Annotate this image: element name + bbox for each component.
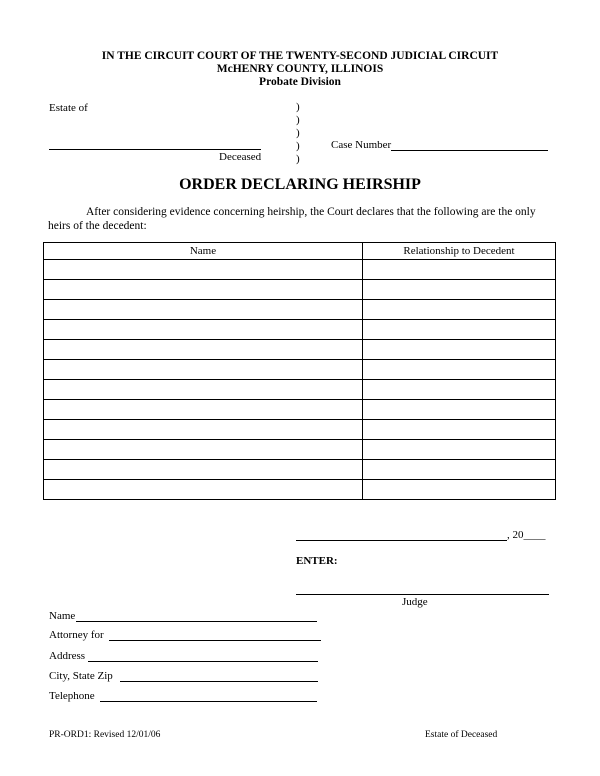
case-number-label: Case Number [331,139,392,151]
column-header-relationship: Relationship to Decedent [363,243,556,260]
heir-relationship-cell[interactable] [363,260,556,280]
heir-relationship-cell[interactable] [363,480,556,500]
heir-name-cell[interactable] [44,300,363,320]
caption-paren: ) [296,153,300,165]
heir-relationship-cell[interactable] [363,440,556,460]
footer-right-label: Estate of Deceased [425,730,498,740]
caption-paren: ) [296,140,300,152]
division-name: Probate Division [259,76,341,88]
attorney-name-line[interactable] [76,621,317,622]
heir-name-cell[interactable] [44,360,363,380]
caption-paren: ) [296,127,300,139]
table-row [44,420,556,440]
column-header-name: Name [44,243,363,260]
heir-relationship-cell[interactable] [363,380,556,400]
estate-name-line[interactable] [49,149,261,150]
table-row [44,480,556,500]
heir-name-cell[interactable] [44,340,363,360]
heir-name-cell[interactable] [44,260,363,280]
judge-signature-line[interactable] [296,594,549,595]
heir-name-cell[interactable] [44,320,363,340]
heir-relationship-cell[interactable] [363,320,556,340]
city-state-zip-label: City, State Zip [49,670,113,682]
table-row [44,460,556,480]
date-year: , 20____ [507,529,546,541]
table-row [44,280,556,300]
body-paragraph: After considering evidence concerning heirship, the Court declares that the following are the only heirs of the decedent: [48,206,536,232]
address-label: Address [49,650,86,662]
county-name: McHENRY COUNTY, ILLINOIS [216,63,384,75]
heir-relationship-cell[interactable] [363,400,556,420]
court-name: IN THE CIRCUIT COURT OF THE TWENTY-SECOND JUDICIAL CIRCUIT [101,50,499,62]
heir-relationship-cell[interactable] [363,280,556,300]
deceased-label: Deceased [219,151,262,163]
heirs-table [43,242,556,500]
table-header-row [44,243,556,260]
heir-name-cell[interactable] [44,400,363,420]
telephone-line[interactable] [100,701,317,702]
estate-of-label: Estate of [49,102,88,114]
heir-name-cell[interactable] [44,380,363,400]
caption-paren: ) [296,114,300,126]
heir-relationship-cell[interactable] [363,360,556,380]
address-line[interactable] [88,661,318,662]
form-id: PR-ORD1: Revised 12/01/06 [49,730,161,740]
judge-label: Judge [402,596,428,608]
enter-label: ENTER: [296,555,338,567]
caption-paren: ) [296,101,300,113]
table-row [44,260,556,280]
table-row [44,440,556,460]
table-row [44,320,556,340]
heir-name-cell[interactable] [44,280,363,300]
case-number-line[interactable] [391,150,548,151]
heir-name-cell[interactable] [44,420,363,440]
attorney-for-line[interactable] [109,640,321,641]
table-row [44,380,556,400]
attorney-for-label: Attorney for [49,629,104,641]
heir-relationship-cell[interactable] [363,420,556,440]
date-line[interactable] [296,540,507,541]
heir-name-cell[interactable] [44,480,363,500]
document-title: ORDER DECLARING HEIRSHIP [179,176,421,193]
telephone-label: Telephone [49,690,95,702]
heir-name-cell[interactable] [44,460,363,480]
heir-relationship-cell[interactable] [363,300,556,320]
attorney-name-label: Name [49,610,76,622]
heir-relationship-cell[interactable] [363,460,556,480]
table-row [44,340,556,360]
heir-relationship-cell[interactable] [363,340,556,360]
table-row [44,300,556,320]
heir-name-cell[interactable] [44,440,363,460]
table-row [44,400,556,420]
city-state-zip-line[interactable] [120,681,318,682]
table-row [44,360,556,380]
